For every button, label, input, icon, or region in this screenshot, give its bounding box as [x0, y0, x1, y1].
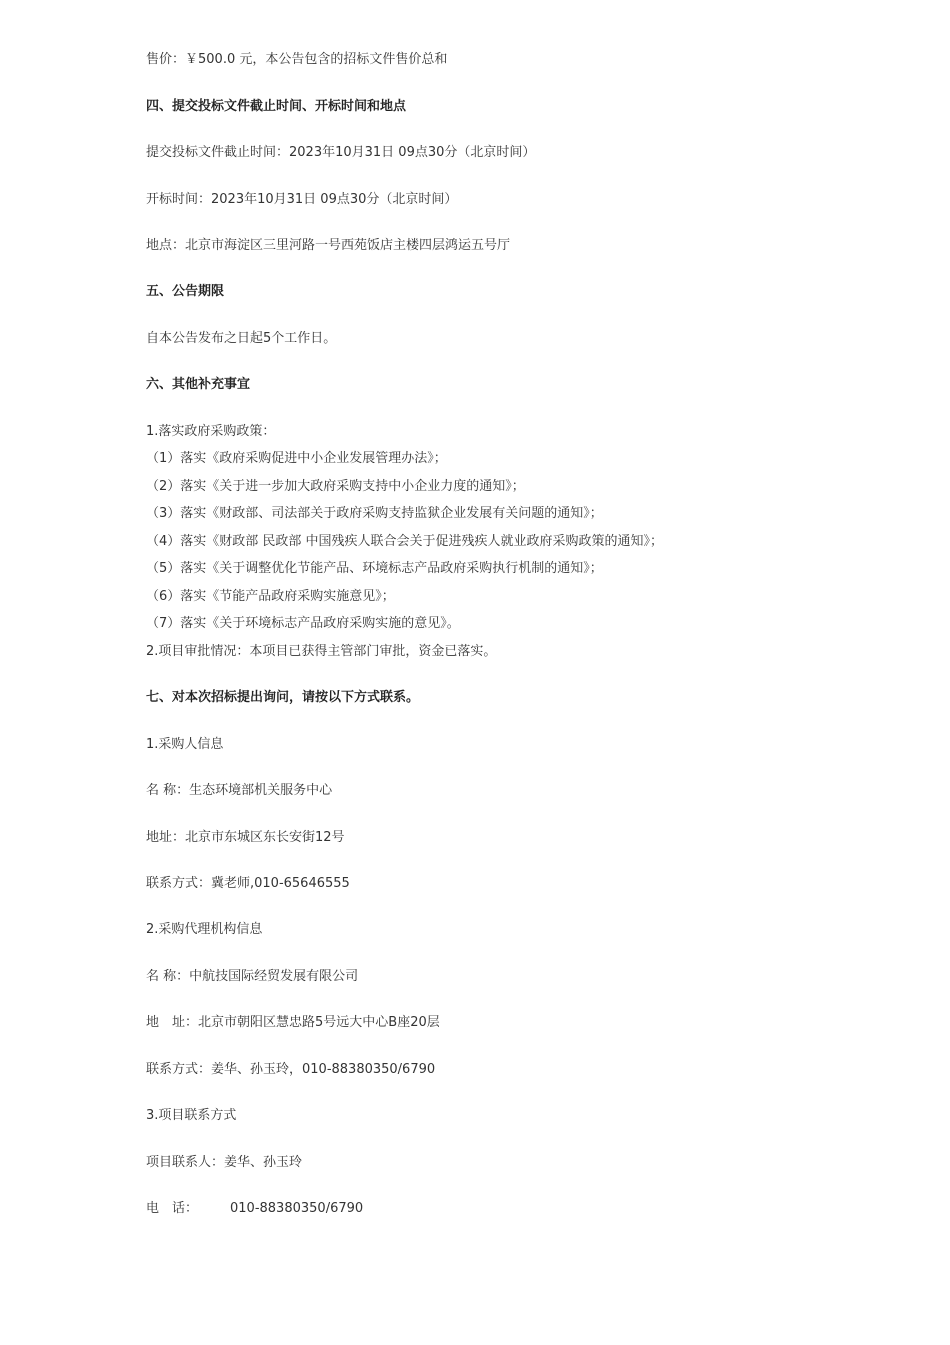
- project-phone-value: 010-88380350/6790: [230, 1201, 364, 1216]
- policy-item: （2）落实《关于进一步加大政府采购支持中小企业力度的通知》；: [146, 479, 525, 494]
- purchaser-name: 名 称：生态环境部机关服务中心: [146, 783, 333, 798]
- policy-item: （3）落实《财政部、司法部关于政府采购支持监狱企业发展有关问题的通知》；: [146, 506, 603, 521]
- notice-period: 自本公告发布之日起5个工作日。: [146, 331, 337, 346]
- section6-heading: 六、其他补充事宜: [146, 377, 251, 392]
- purchaser-title: 1.采购人信息: [146, 737, 224, 752]
- agency-title: 2.采购代理机构信息: [146, 922, 263, 937]
- agency-name: 名 称：中航技国际经贸发展有限公司: [146, 969, 359, 984]
- project-phone: [146, 1200, 363, 1218]
- bid-location: 地点：北京市海淀区三里河路一号西苑饭店主楼四层鸿运五号厅: [146, 238, 511, 253]
- bid-opening-time: 开标时间：2023年10月31日 09点30分（北京时间）: [146, 192, 458, 207]
- section7-heading: 七、对本次招标提出询问，请按以下方式联系。: [146, 690, 420, 705]
- policy-item: （1）落实《政府采购促进中小企业发展管理办法》；: [146, 451, 447, 466]
- project-contact-person: 项目联系人：姜华、孙玉玲: [146, 1155, 303, 1170]
- project-contact-title: 3.项目联系方式: [146, 1108, 237, 1123]
- purchaser-address: 地址：北京市东城区东长安街12号: [146, 830, 345, 845]
- price-line: 售价：￥500.0 元，本公告包含的招标文件售价总和: [146, 52, 448, 67]
- bid-deadline: 提交投标文件截止时间：2023年10月31日 09点30分（北京时间）: [146, 145, 536, 160]
- policy-item: （5）落实《关于调整优化节能产品、环境标志产品政府采购执行机制的通知》；: [146, 561, 603, 576]
- section5-heading: 五、公告期限: [146, 284, 225, 299]
- agency-address: 地 址：北京市朝阳区慧忠路5号远大中心B座20层: [146, 1015, 440, 1030]
- agency-contact: 联系方式：姜华、孙玉玲，010-88380350/6790: [146, 1062, 436, 1077]
- policy-item: （7）落实《关于环境标志产品政府采购实施的意见》。: [146, 616, 460, 631]
- purchaser-contact: 联系方式：冀老师,010-65646555: [146, 876, 350, 891]
- project-approval: 2.项目审批情况：本项目已获得主管部门审批，资金已落实。: [146, 644, 497, 659]
- policy-item: （4）落实《财政部 民政部 中国残疾人联合会关于促进残疾人就业政府采购政策的通知》；: [146, 534, 664, 549]
- section4-heading: 四、提交投标文件截止时间、开标时间和地点: [146, 99, 407, 114]
- policy-title: 1.落实政府采购政策：: [146, 424, 276, 439]
- project-phone-label: 电 话：: [146, 1201, 199, 1216]
- policy-item: （6）落实《节能产品政府采购实施意见》；: [146, 589, 395, 604]
